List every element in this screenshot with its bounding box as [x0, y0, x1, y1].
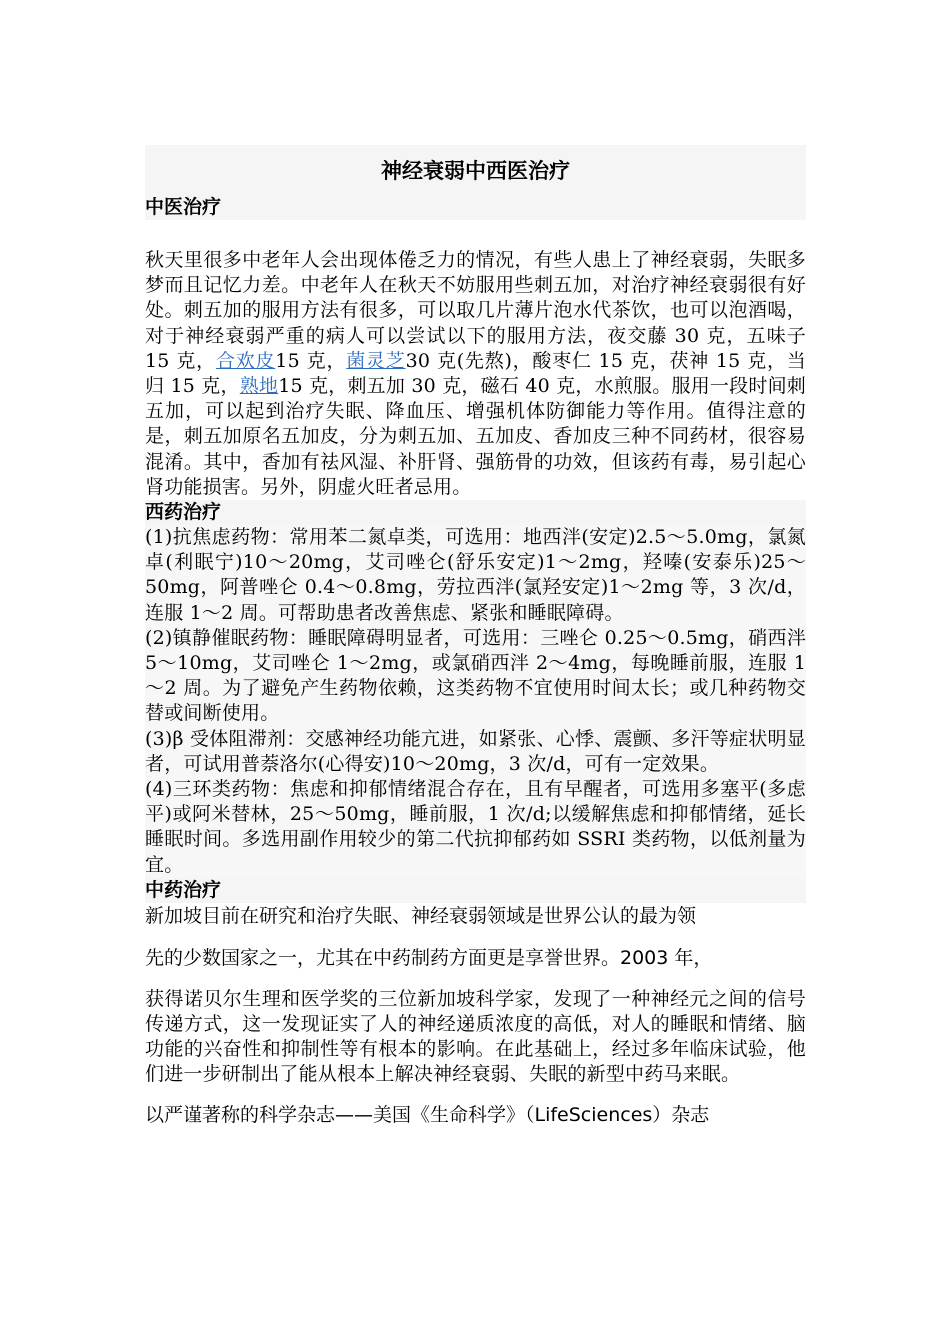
- tcm-text-part: 15 克，: [275, 349, 347, 372]
- western-item-1: (1)抗焦虑药物：常用苯二氮卓类，可选用：地西泮(安定)2.5～5.0mg，氯氮卓(利眠宁)10～20mg，艾司唑仑(舒乐安定)1～2mg，羟嗪(安泰乐)25～50mg，阿普唑仑 0.4～0.8mg，劳拉西泮(氯羟安定)1～2mg 等，3 次/d，连服 1～2 周。可帮助患者改善焦虑、紧张和睡眠障碍。: [145, 525, 806, 626]
- tcm-text-part: 秋天里很多中老年人会出现体倦乏力的情况，有些人患上了神经衰弱，失眠多梦而且记忆力差。中老年人在秋天不妨服用些刺五加，对治疗神经衰弱很有好处。刺五加的服用方法有很多，可以取几片薄片泡水代茶饮，也可以泡酒喝，对于神经衰弱严重的病人可以尝试以下的服用方法，夜交藤 30 克，五味子 15 克，: [145, 249, 806, 372]
- page-title: 神经衰弱中西医治疗: [145, 145, 806, 195]
- section-heading-western: 西药治疗: [145, 500, 806, 525]
- chinese-med-line-1: 新加坡目前在研究和治疗失眠、神经衰弱领域是世界公认的最为领: [145, 904, 697, 927]
- western-item-3: (3)β 受体阻滞剂：交感神经功能亢进，如紧张、心悸、震颤、多汗等症状明显者，可试用普萘洛尔(心得安)10～20mg，3 次/d，可有一定效果。: [145, 727, 806, 777]
- tcm-text-part: 30 克(先熬)，酸枣仁 15 克，茯神 15 克，当归 15 克，: [145, 349, 807, 398]
- section-heading-chinese-med: 中药治疗: [145, 878, 806, 903]
- chinese-med-line-2: 先的少数国家之一，尤其在中药制药方面更是享誉世界。2003 年，: [145, 946, 713, 969]
- western-item-4: (4)三环类药物：焦虑和抑郁情绪混合存在，且有早醒者，可选用多塞平(多虑平)或阿米替林，25～50mg，睡前服，1 次/d;以缓解焦虑和抑郁情绪，延长睡眠时间。多选用副作用较少的第二代抗抑郁药如 SSRI 类药物，以低剂量为宜。: [145, 777, 806, 878]
- tcm-paragraph: [145, 248, 806, 500]
- tcm-text-part: 15 克，刺五加 30 克，磁石 40 克，水煎服。服用一段时间刺五加，可以起到治疗失眠、降血压、增强机体防御能力等作用。值得注意的是，刺五加原名五加皮，分为刺五加、五加皮、香加皮三种不同药材，很容易混淆。其中，香加有祛风湿、补肝肾、强筋骨的功效，但该药有毒，易引起心肾功能损害。另外，阴虚火旺者忌用。: [145, 375, 806, 498]
- chinese-med-paragraph: 获得诺贝尔生理和医学奖的三位新加坡科学家，发现了一种神经元之间的信号传递方式，这一发现证实了人的神经递质浓度的高低，对人的睡眠和情绪、脑功能的兴奋性和抑制性等有根本的影响。在此基础上，经过多年临床试验，他们进一步研制出了能从根本上解决神经衰弱、失眠的新型中药马来眠。: [145, 987, 806, 1086]
- link-shudi[interactable]: 熟地: [239, 375, 279, 398]
- western-item-2: (2)镇静催眠药物：睡眠障碍明显者，可选用：三唑仑 0.25～0.5mg，硝西泮 5～10mg，艾司唑仑 1～2mg，或氯硝西泮 2～4mg，每晚睡前服，连服 1～2 周。为了避免产生药物依赖，这类药物不宜使用时间太长；或几种药物交替或间断使用。: [145, 626, 806, 727]
- chinese-med-line-4: 以严谨著称的科学杂志——美国《生命科学》（LifeSciences）杂志: [145, 1103, 710, 1126]
- section-heading-tcm: 中医治疗: [145, 195, 806, 220]
- link-hehuanpi[interactable]: 合欢皮: [215, 349, 276, 372]
- document-page: [145, 145, 806, 1128]
- link-junlingzhi[interactable]: 菌灵芝: [346, 349, 406, 372]
